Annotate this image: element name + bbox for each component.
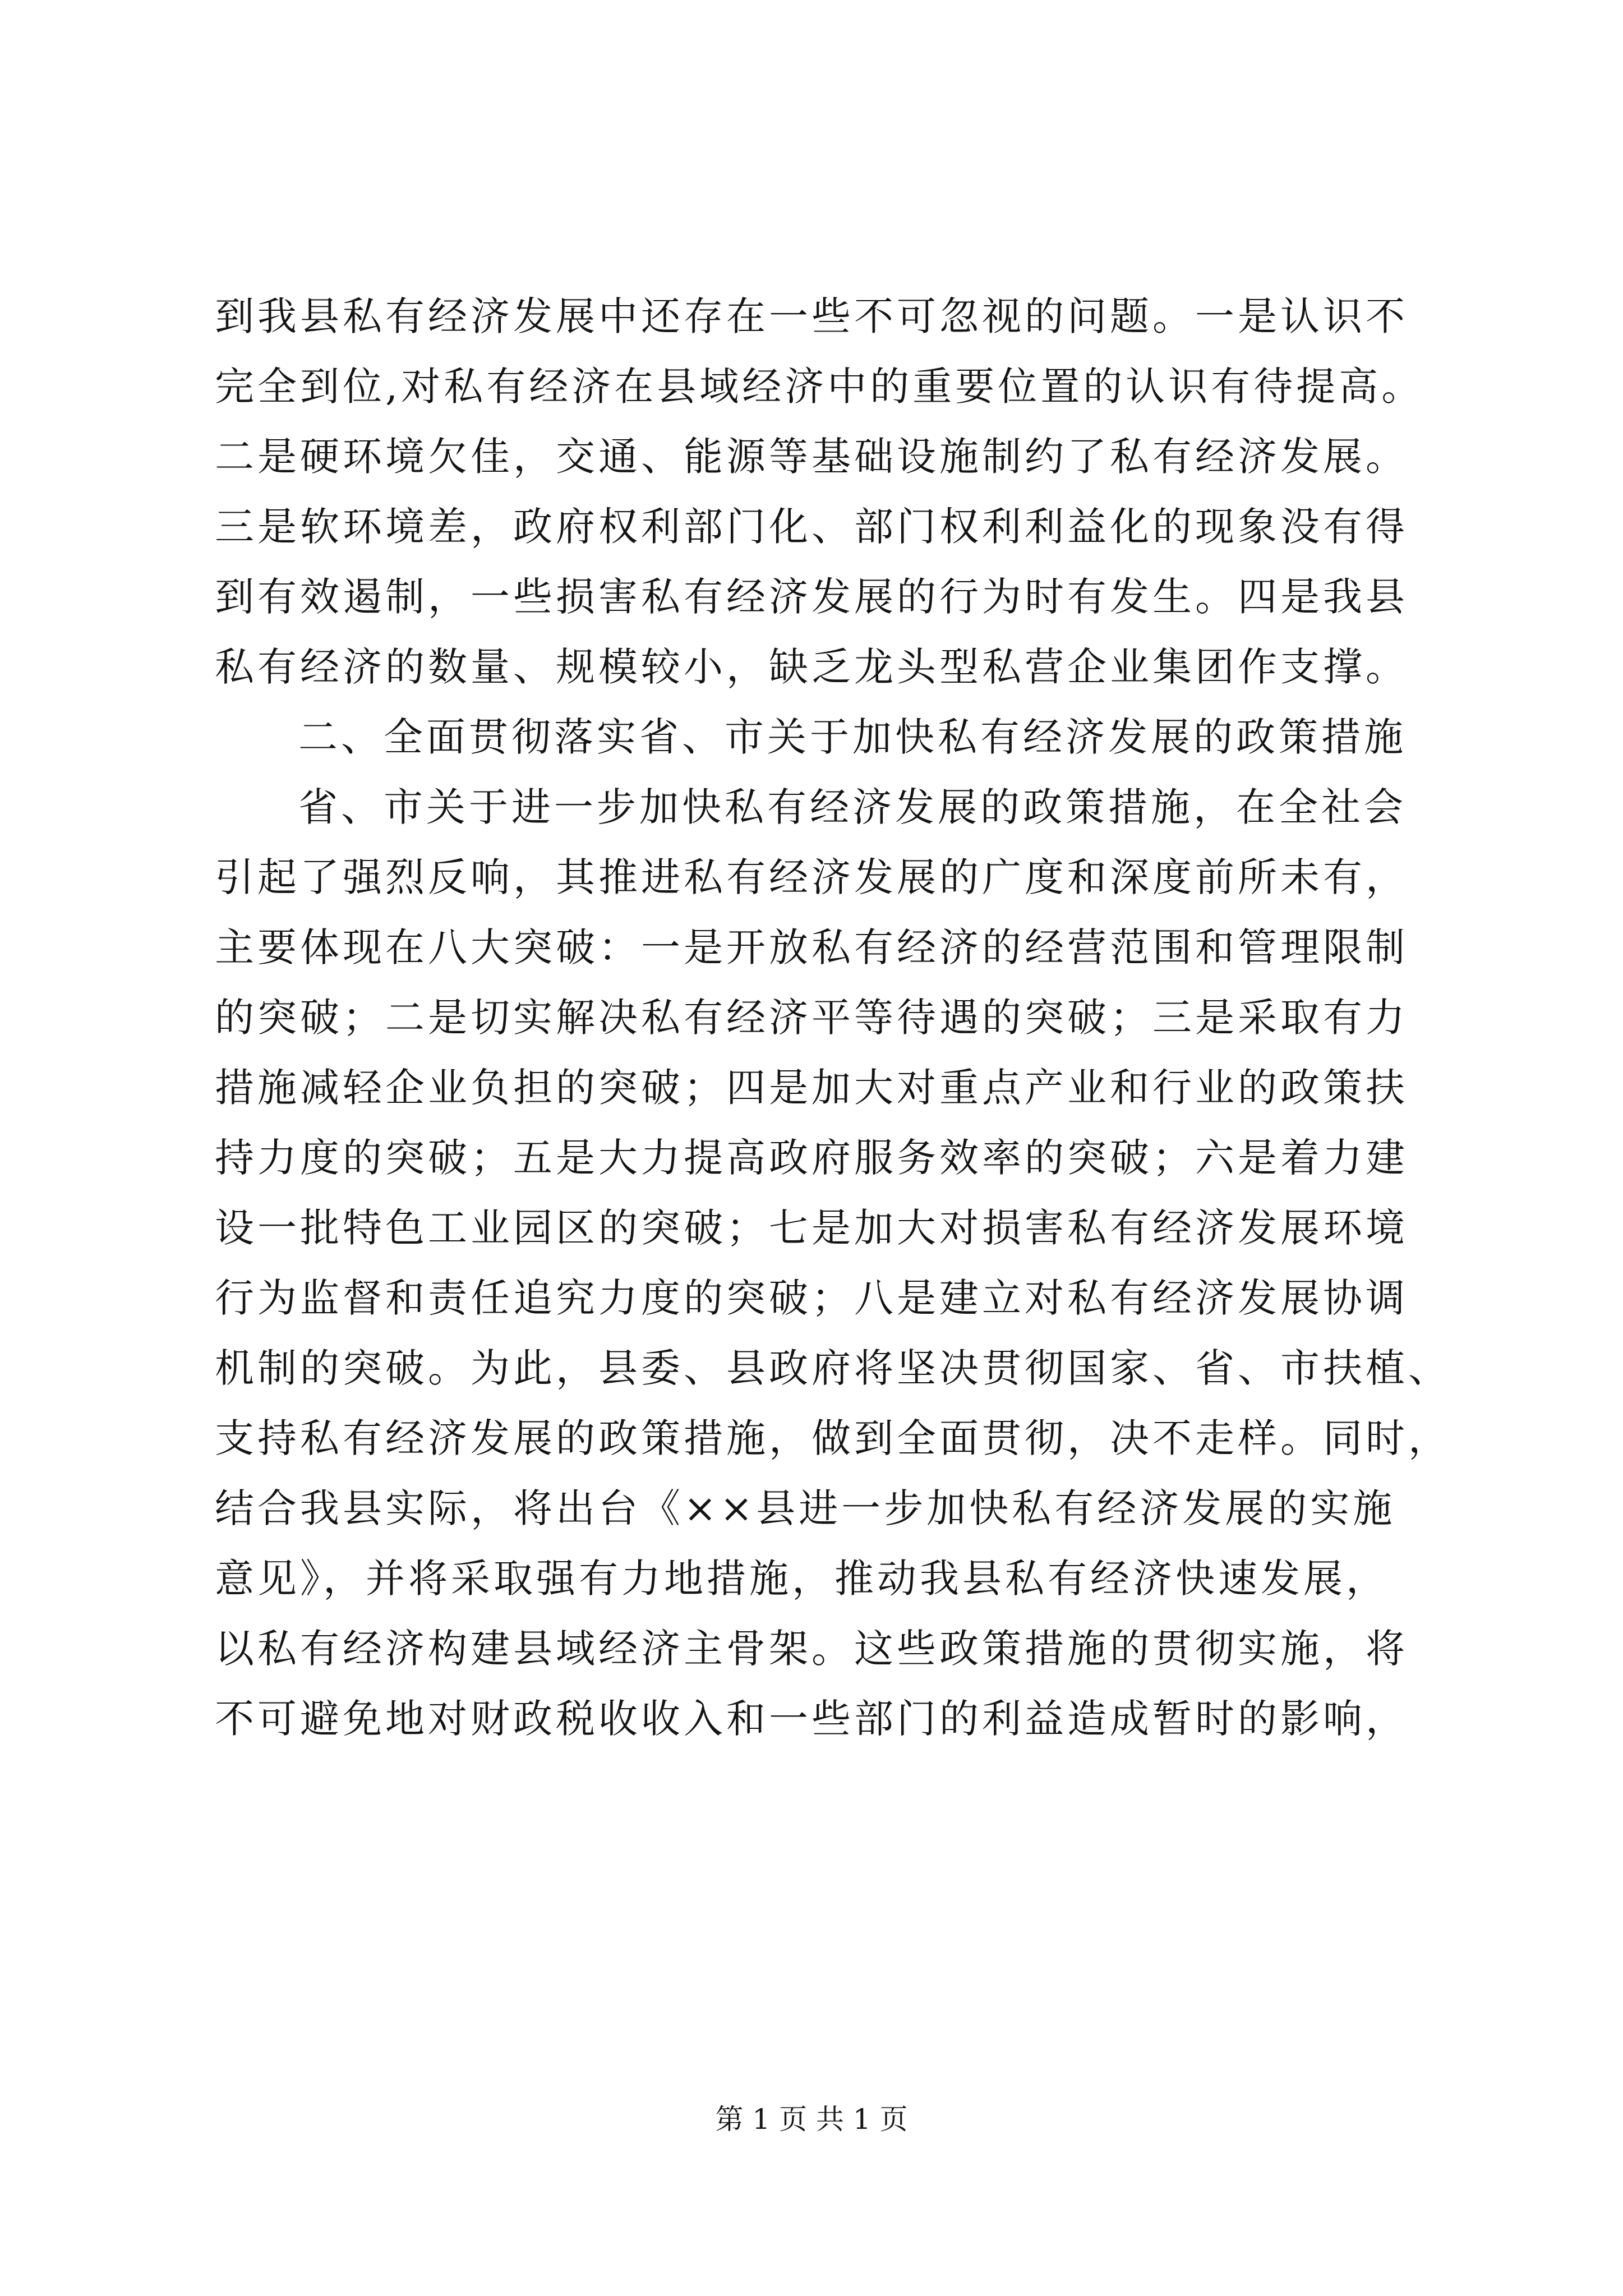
paragraph-line: 省、市关于进一步加快私有经济发展的政策措施，在全社会 [298, 784, 1407, 830]
page-footer: 第 1 页 共 1 页 [715, 2103, 908, 2136]
paragraph-line: 不可避免地对财政税收收入和一些部门的利益造成暂时的影响， [215, 1696, 1408, 1742]
paragraph-line: 完全到位,对私有经济在县域经济中的重要位置的认识有待提高。 [215, 364, 1424, 409]
paragraph-line: 引起了强烈反响，其推进私有经济发展的广度和深度前所未有， [215, 854, 1408, 900]
paragraph-line: 的突破；二是切实解决私有经济平等待遇的突破；三是采取有力 [215, 995, 1408, 1041]
paragraph-line: 结合我县实际，将出台《××县进一步加快私有经济发展的实施 [215, 1485, 1396, 1531]
paragraph-line: 支持私有经济发展的政策措施，做到全面贯彻，决不走样。同时， [215, 1415, 1451, 1461]
paragraph-line: 机制的突破。为此，县委、县政府将坚决贯彻国家、省、市扶植、 [215, 1345, 1451, 1391]
section-heading: 二、全面贯彻落实省、市关于加快私有经济发展的政策措施 [298, 714, 1407, 760]
paragraph-line: 意见》，并将采取强有力地措施，推动我县私有经济快速发展， [215, 1556, 1389, 1602]
paragraph-line: 持力度的突破；五是大力提高政府服务效率的突破；六是着力建 [215, 1135, 1408, 1181]
paragraph-line: 二是硬环境欠佳，交通、能源等基础设施制约了私有经济发展。 [215, 434, 1408, 480]
paragraph-line: 到我县私有经济发展中还存在一些不可忽视的问题。一是认识不 [215, 293, 1408, 339]
paragraph-line: 以私有经济构建县域经济主骨架。这些政策措施的贯彻实施，将 [215, 1626, 1408, 1672]
paragraph-line: 设一批特色工业园区的突破；七是加大对损害私有经济发展环境 [215, 1205, 1408, 1251]
paragraph-line: 主要体现在八大突破：一是开放私有经济的经营范围和管理限制 [215, 924, 1408, 970]
paragraph-line: 私有经济的数量、规模较小，缺乏龙头型私营企业集团作支撑。 [215, 644, 1408, 690]
paragraph-line: 到有效遏制，一些损害私有经济发展的行为时有发生。四是我县 [215, 574, 1408, 620]
paragraph-line: 三是软环境差，政府权利部门化、部门权利利益化的现象没有得 [215, 504, 1408, 550]
paragraph-line: 措施减轻企业负担的突破；四是加大对重点产业和行业的政策扶 [215, 1065, 1408, 1111]
paragraph-line: 行为监督和责任追究力度的突破；八是建立对私有经济发展协调 [215, 1275, 1408, 1321]
